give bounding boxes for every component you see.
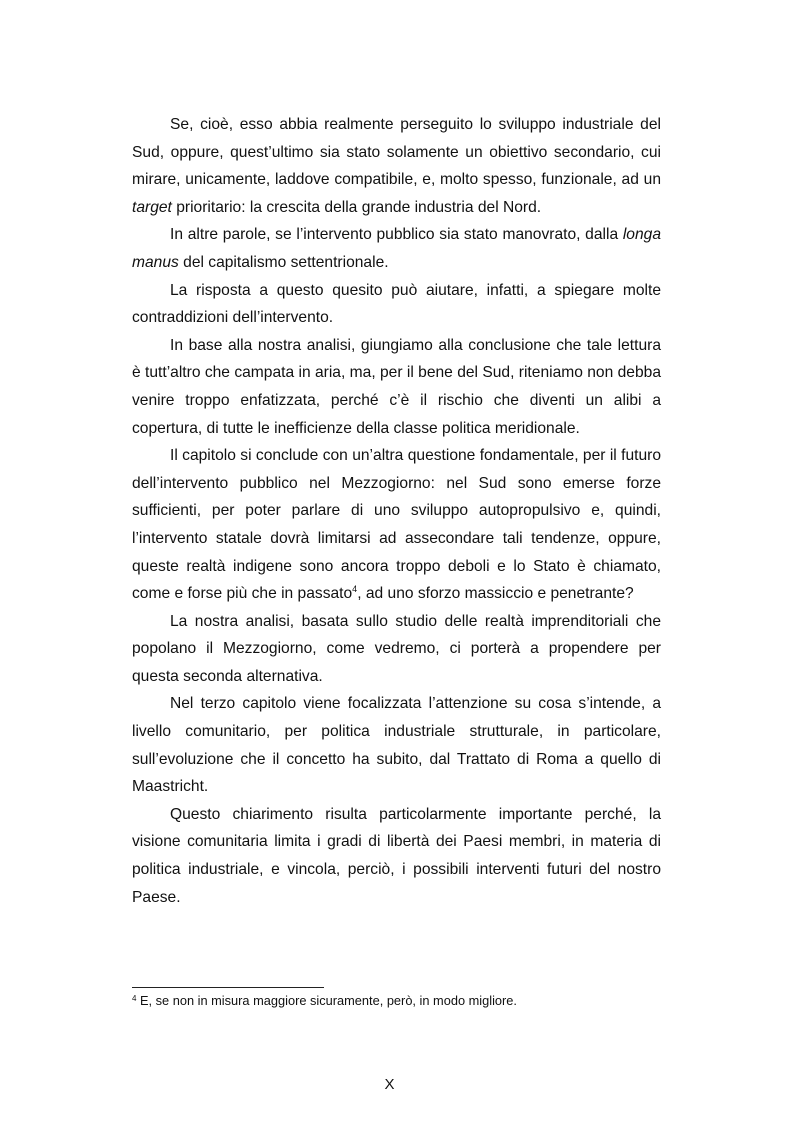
paragraph-6: La nostra analisi, basata sullo studio delle realtà imprenditoriali che popolano il Mezzogiorno, come vedremo, ci porterà a propendere per questa seconda alternativa. xyxy=(132,612,661,685)
paragraph-5: Il capitolo si conclude con un’altra questione fondamentale, per il futuro dell’intervento pubblico nel Mezzogiorno: nel Sud sono emerse forze sufficienti, per poter parlare di uno sviluppo autopropulsivo e, quindi, l’intervento statale dovrà limitarsi ad assecondare tali tendenze, oppure, queste realtà indigene sono ancora troppo deboli e lo Stato è chiamato, come e forse più che in passato$^4$, ad uno sforzo massiccio e penetrante? xyxy=(132,447,661,603)
paragraph-1: Se, cioè, esso abbia realmente perseguito lo sviluppo industriale del Sud, oppure, quest’ultimo sia stato solamente un obiettivo secondario, cui mirare, unicamente, laddove compatibile, e, molto spesso, funzionale, ad un target prioritario: la crescita della grande industria del Nord. xyxy=(132,116,661,216)
footnote xyxy=(132,993,661,1009)
paragraph-7: Nel terzo capitolo viene focalizzata l’attenzione su cosa s’intende, a livello comunitario, per politica industriale strutturale, in particolare, sull’evoluzione che il concetto ha subito, dal Trattato di Roma a quello di Maastricht. xyxy=(132,695,661,796)
footnote-reference[interactable]: 4 xyxy=(352,584,358,595)
paragraph-2: In altre parole, se l’intervento pubblico sia stato manovrato, dalla longa manus del capitalismo settentrionale. xyxy=(132,226,661,271)
italic-term: longa manus xyxy=(132,226,661,271)
paragraph-4: In base alla nostra analisi, giungiamo alla conclusione che tale lettura è tutt’altro che campata in aria, ma, per il bene del Sud, riteniamo non debba venire troppo enfatizzata, perché c’è il rischio che diventi un alibi a copertura, di tutte le inefficienze della classe politica meridionale. xyxy=(132,336,661,437)
paragraph-8: Questo chiarimento risulta particolarmente importante perché, la visione comunitaria limita i gradi di libertà dei Paesi membri, in materia di politica industriale, e vincola, perciò, i possibili interventi futuri del nostro Paese. xyxy=(132,805,661,906)
page-number: X xyxy=(384,1076,395,1093)
italic-term: target xyxy=(132,198,172,216)
paragraph-3: La risposta a questo quesito può aiutare, infatti, a spiegare molte contraddizioni dell’intervento. xyxy=(132,281,661,327)
footnote-separator xyxy=(132,987,324,988)
body-text xyxy=(132,111,661,911)
footnote-number: 4 xyxy=(132,994,137,1003)
footnote-text: E, se non in misura maggiore sicuramente, però, in modo migliore. xyxy=(136,993,517,1008)
